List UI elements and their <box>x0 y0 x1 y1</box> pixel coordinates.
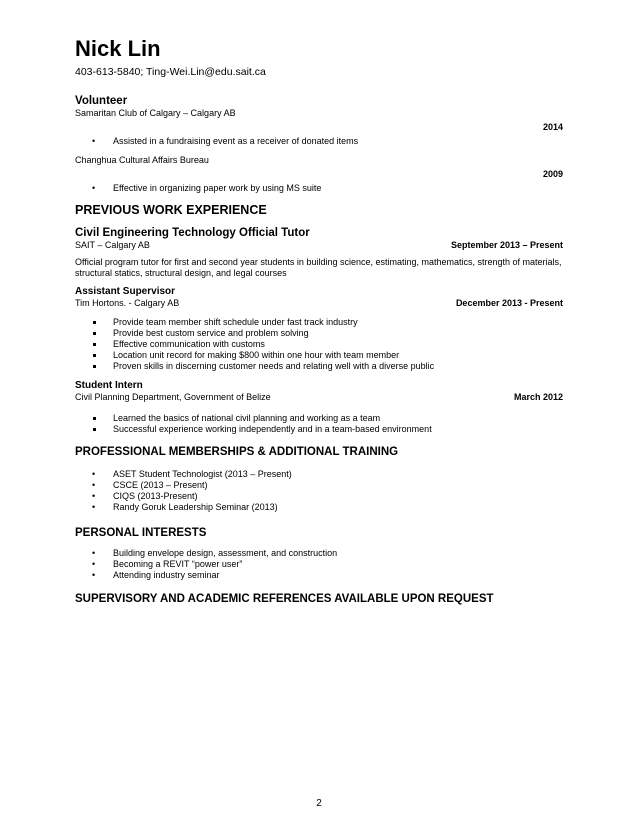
list-item: • CIQS (2013-Present) <box>75 491 563 502</box>
volunteer-org-2: Changhua Cultural Affairs Bureau <box>75 155 209 165</box>
job-date-supervisor: December 2013 - Present <box>455 298 563 308</box>
list-item: • Randy Goruk Leadership Seminar (2013) <box>75 502 563 513</box>
list-item: • Becoming a REVIT “power user” <box>75 559 563 570</box>
supervisor-duties-list <box>75 317 563 372</box>
list-item: Provide team member shift schedule under fast track industry <box>75 317 563 328</box>
list-item: • ASET Student Technologist (2013 – Present) <box>75 469 563 480</box>
job-date-intern: March 2012 <box>513 392 563 402</box>
interests-heading: PERSONAL INTERESTS <box>75 527 207 539</box>
list-item: • Attending industry seminar <box>75 570 563 581</box>
list-item: Learned the basics of national civil planning and working as a team <box>75 413 563 424</box>
volunteer-list-1 <box>75 136 563 147</box>
interests-list <box>75 548 563 581</box>
job-description-tutor: Official program tutor for first and second year students in building science, estimating, mathematics, strength of materials, structural statics, structural design, and legal courses <box>75 257 562 278</box>
memberships-heading: PROFESSIONAL MEMBERSHIPS & ADDITIONAL TRAINING <box>75 446 399 458</box>
list-item: Proven skills in discerning customer needs and relating well with a diverse public <box>75 361 563 372</box>
volunteer-heading: Volunteer <box>75 95 128 107</box>
job-org-supervisor: Tim Hortons. - Calgary AB <box>75 298 180 308</box>
job-row-tutor <box>75 240 563 251</box>
contact-info: 403-613-5840; Ting-Wei.Lin@edu.sait.ca <box>75 66 266 78</box>
references-statement: SUPERVISORY AND ACADEMIC REFERENCES AVAILABLE UPON REQUEST <box>75 593 494 605</box>
job-date-tutor: September 2013 – Present <box>450 240 563 250</box>
intern-duties-list <box>75 413 563 435</box>
memberships-list <box>75 469 563 513</box>
volunteer-year-2: 2009 <box>542 169 563 179</box>
list-item: • Effective in organizing paper work by using MS suite <box>75 183 563 194</box>
job-title-tutor: Civil Engineering Technology Official Tutor <box>75 227 310 239</box>
page-number: 2 <box>316 798 322 809</box>
volunteer-year-1: 2014 <box>542 122 563 132</box>
list-item: Successful experience working independently and in a team-based environment <box>75 424 563 435</box>
list-item: Effective communication with customs <box>75 339 563 350</box>
list-item: Provide best custom service and problem solving <box>75 328 563 339</box>
list-item: • Assisted in a fundraising event as a receiver of donated items <box>75 136 563 147</box>
job-org-intern: Civil Planning Department, Government of Belize <box>75 392 271 402</box>
job-org-tutor: SAIT – Calgary AB <box>75 240 150 250</box>
candidate-name: Nick Lin <box>75 36 161 61</box>
volunteer-org-1: Samaritan Club of Calgary – Calgary AB <box>75 108 236 118</box>
list-item: • CSCE (2013 – Present) <box>75 480 563 491</box>
job-title-intern: Student Intern <box>75 380 143 391</box>
resume-page <box>75 36 563 606</box>
job-row-intern <box>75 392 563 403</box>
job-row-supervisor <box>75 298 563 309</box>
list-item: • Building envelope design, assessment, and construction <box>75 548 563 559</box>
job-title-supervisor: Assistant Supervisor <box>75 286 176 297</box>
work-experience-heading: PREVIOUS WORK EXPERIENCE <box>75 203 267 217</box>
volunteer-list-2 <box>75 183 563 194</box>
list-item: Location unit record for making $800 within one hour with team member <box>75 350 563 361</box>
